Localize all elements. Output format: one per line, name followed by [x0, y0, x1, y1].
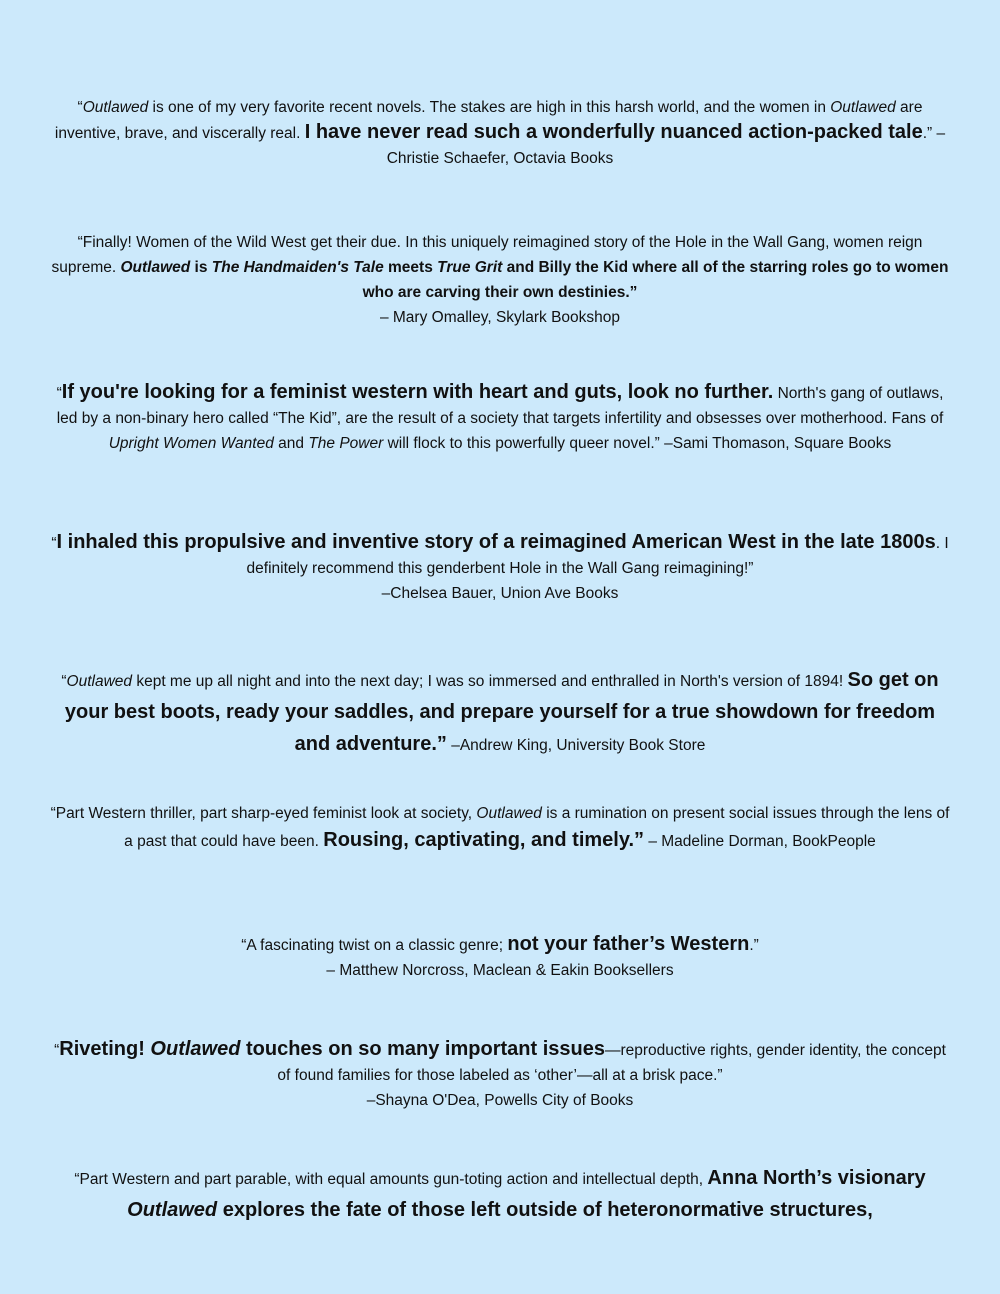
review-blurb-1 [50, 95, 950, 171]
review-blurb-7 [50, 932, 950, 983]
highlight-quote: I have never read such a wonderfully nuanced action-packed tale [304, 121, 923, 143]
review-blurb-8 [50, 1037, 950, 1113]
highlight-quote: I inhaled this propulsive and inventive story of a reimagined American West in the late 1800s [56, 531, 936, 553]
review-text: “Outlawed is one of my very favorite recent novels. The stakes are high in this harsh world, and the women in Outlawed are inventive, brave, and viscerally real. I have never read such a wonderfully nuanced action-packed tale.” –Christie Schaefer, Octavia Books [54, 99, 946, 167]
attribution: –Shayna O'Dea, Powells City of Books [366, 1092, 634, 1109]
highlight-quote: not your father’s Western [507, 933, 750, 955]
attribution: – Madeline Dorman, BookPeople [644, 833, 876, 850]
review-text: “A fascinating twist on a classic genre; not your father’s Western.” [241, 933, 759, 955]
book-title: Outlawed [120, 259, 191, 276]
review-blurb-6 [50, 800, 950, 855]
book-title: Outlawed [476, 805, 542, 822]
attribution: – Mary Omalley, Skylark Bookshop [379, 309, 621, 326]
attribution: .” –Christie Schaefer, Octavia Books [386, 125, 946, 167]
book-title: Outlawed [127, 1199, 218, 1221]
review-blurb-9 [50, 1163, 950, 1227]
book-title: Outlawed [66, 673, 133, 690]
review-blurb-5 [50, 665, 950, 761]
highlight-quote: explores the fate of those left outside of heteronormative structures, [217, 1199, 873, 1221]
review-blurb-2 [50, 230, 950, 330]
review-text: “Part Western thriller, part sharp-eyed feminist look at society, Outlawed is a rumination on present social issues through the lens of a past that could have been. Rousing, captivating, and timely.” – Madeline Dorman, BookPeople [50, 805, 950, 851]
review-blurb-4 [50, 530, 950, 606]
attribution: –Andrew King, University Book Store [446, 737, 706, 754]
book-title: Outlawed [82, 99, 149, 116]
review-text: “If you're looking for a feminist western with heart and guts, look no further. North's gang of outlaws, led by a non-binary hero called “The Kid”, are the result of a society that targets infertility and obsesses over motherhood. Fans of Upright Women Wanted and The Power will flock to this powerfully queer novel.” –Sami Thomason, Square Books [56, 381, 944, 452]
book-title: Outlawed [830, 99, 896, 116]
book-title: The Handmaiden's Tale [211, 259, 384, 276]
review-text: “Riveting! Outlawed touches on so many important issues—reproductive rights, gender identity, the concept of found families for those labeled as ‘other’—all at a brisk pace.” [54, 1038, 946, 1084]
highlight-quote: Riveting! [59, 1038, 151, 1060]
highlight-quote: Rousing, captivating, and timely.” [323, 829, 645, 851]
highlight-quote: Anna North’s visionary [707, 1167, 926, 1189]
review-text: “Outlawed kept me up all night and into the next day; I was so immersed and enthralled in North's version of 1894! So get on your best boots, ready your saddles, and prepare yourself for a true showdown for freedom and adventure.” –Andrew King, University Book Store [61, 669, 939, 755]
review-text: “Part Western and part parable, with equal amounts gun-toting action and intellectual depth, Anna North’s visionary Outlawed explores the fate of those left outside of heteronormative structures, [74, 1167, 926, 1221]
highlight-quote: So get on your best boots, ready your saddles, and prepare yourself for a true showdown for freedom and adventure.” [64, 669, 939, 755]
review-text: “Finally! Women of the Wild West get their due. In this uniquely reimagined story of the Hole in the Wall Gang, women reign supreme. Outlawed is The Handmaiden's Tale meets True Grit and Billy the Kid where all of the starring roles go to women who are carving their own destinies.” [51, 234, 949, 301]
book-title: Outlawed [150, 1038, 241, 1060]
book-title: The Power [308, 435, 384, 452]
attribution: – Matthew Norcross, Maclean & Eakin Booksellers [326, 962, 674, 979]
review-text: “I inhaled this propulsive and inventive story of a reimagined American West in the late 1800s. I definitely recommend this genderbent Hole in the Wall Gang reimagining!” [51, 531, 949, 577]
book-title: Upright Women Wanted [108, 435, 274, 452]
book-title: True Grit [437, 259, 503, 276]
review-blurb-3 [50, 380, 950, 456]
attribution: –Chelsea Bauer, Union Ave Books [381, 585, 619, 602]
highlight-quote: touches on so many important issues [240, 1038, 605, 1060]
highlight-quote: If you're looking for a feminist western with heart and guts, look no further. [61, 381, 774, 403]
